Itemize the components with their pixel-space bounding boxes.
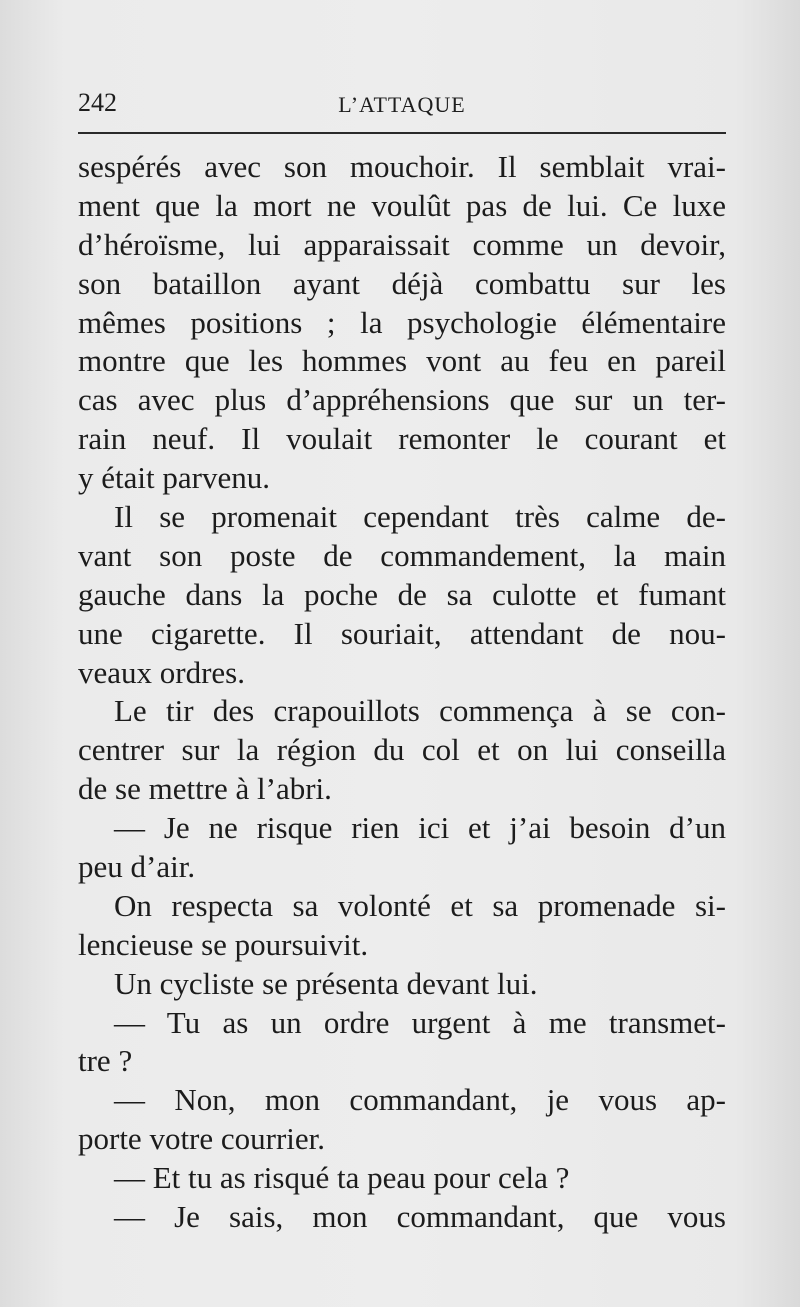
- text-line: Le tir des crapouillots commença à se con-: [114, 693, 726, 729]
- text-line: cas avec plus d’appréhensions que sur un ter-: [78, 382, 726, 418]
- body-text: [78, 148, 726, 1237]
- text-line: — Je ne risque rien ici et j’ai besoin d’un: [114, 810, 726, 846]
- text-line: — Je sais, mon commandant, que vous: [114, 1199, 726, 1235]
- text-line: centrer sur la région du col et on lui conseilla: [78, 732, 726, 768]
- text-line: sespérés avec son mouchoir. Il semblait vrai-: [78, 149, 726, 184]
- text-line: Un cycliste se présenta devant lui.: [114, 965, 538, 1001]
- running-title: L’ATTAQUE: [338, 92, 466, 117]
- text-line: montre que les hommes vont au feu en pareil: [78, 343, 726, 379]
- text-line: de se mettre à l’abri.: [78, 771, 332, 807]
- text-line: — Non, mon commandant, je vous ap-: [114, 1082, 726, 1118]
- page-number: 242: [78, 88, 117, 117]
- page-header: [78, 88, 726, 134]
- text-line: vant son poste de commandement, la main: [78, 537, 726, 573]
- text-line: peu d’air.: [78, 849, 196, 885]
- text-line: gauche dans la poche de sa culotte et fumant: [78, 576, 726, 612]
- text-line: veaux ordres.: [78, 654, 245, 690]
- text-line: porte votre courrier.: [78, 1121, 326, 1157]
- text-line: — Tu as un ordre urgent à me transmet-: [114, 1004, 726, 1040]
- text-line: ment que la mort ne voulût pas de lui. Ce luxe: [78, 187, 726, 223]
- text-line: lencieuse se poursuivit.: [78, 926, 369, 962]
- text-line: son bataillon ayant déjà combattu sur les: [78, 265, 726, 301]
- text-line: y était parvenu.: [78, 460, 270, 496]
- text-line: Il se promenait cependant très calme de-: [114, 499, 726, 535]
- text-line: — Et tu as risqué ta peau pour cela ?: [114, 1160, 570, 1196]
- text-line: tre ?: [78, 1043, 133, 1079]
- text-line: rain neuf. Il voulait remonter le courant et: [78, 421, 726, 457]
- text-line: une cigarette. Il souriait, attendant de nou-: [78, 615, 726, 651]
- text-line: On respecta sa volonté et sa promenade si-: [114, 887, 726, 923]
- text-line: d’héroïsme, lui apparaissait comme un devoir,: [78, 226, 726, 262]
- text-line: mêmes positions ; la psychologie élémentaire: [78, 304, 726, 340]
